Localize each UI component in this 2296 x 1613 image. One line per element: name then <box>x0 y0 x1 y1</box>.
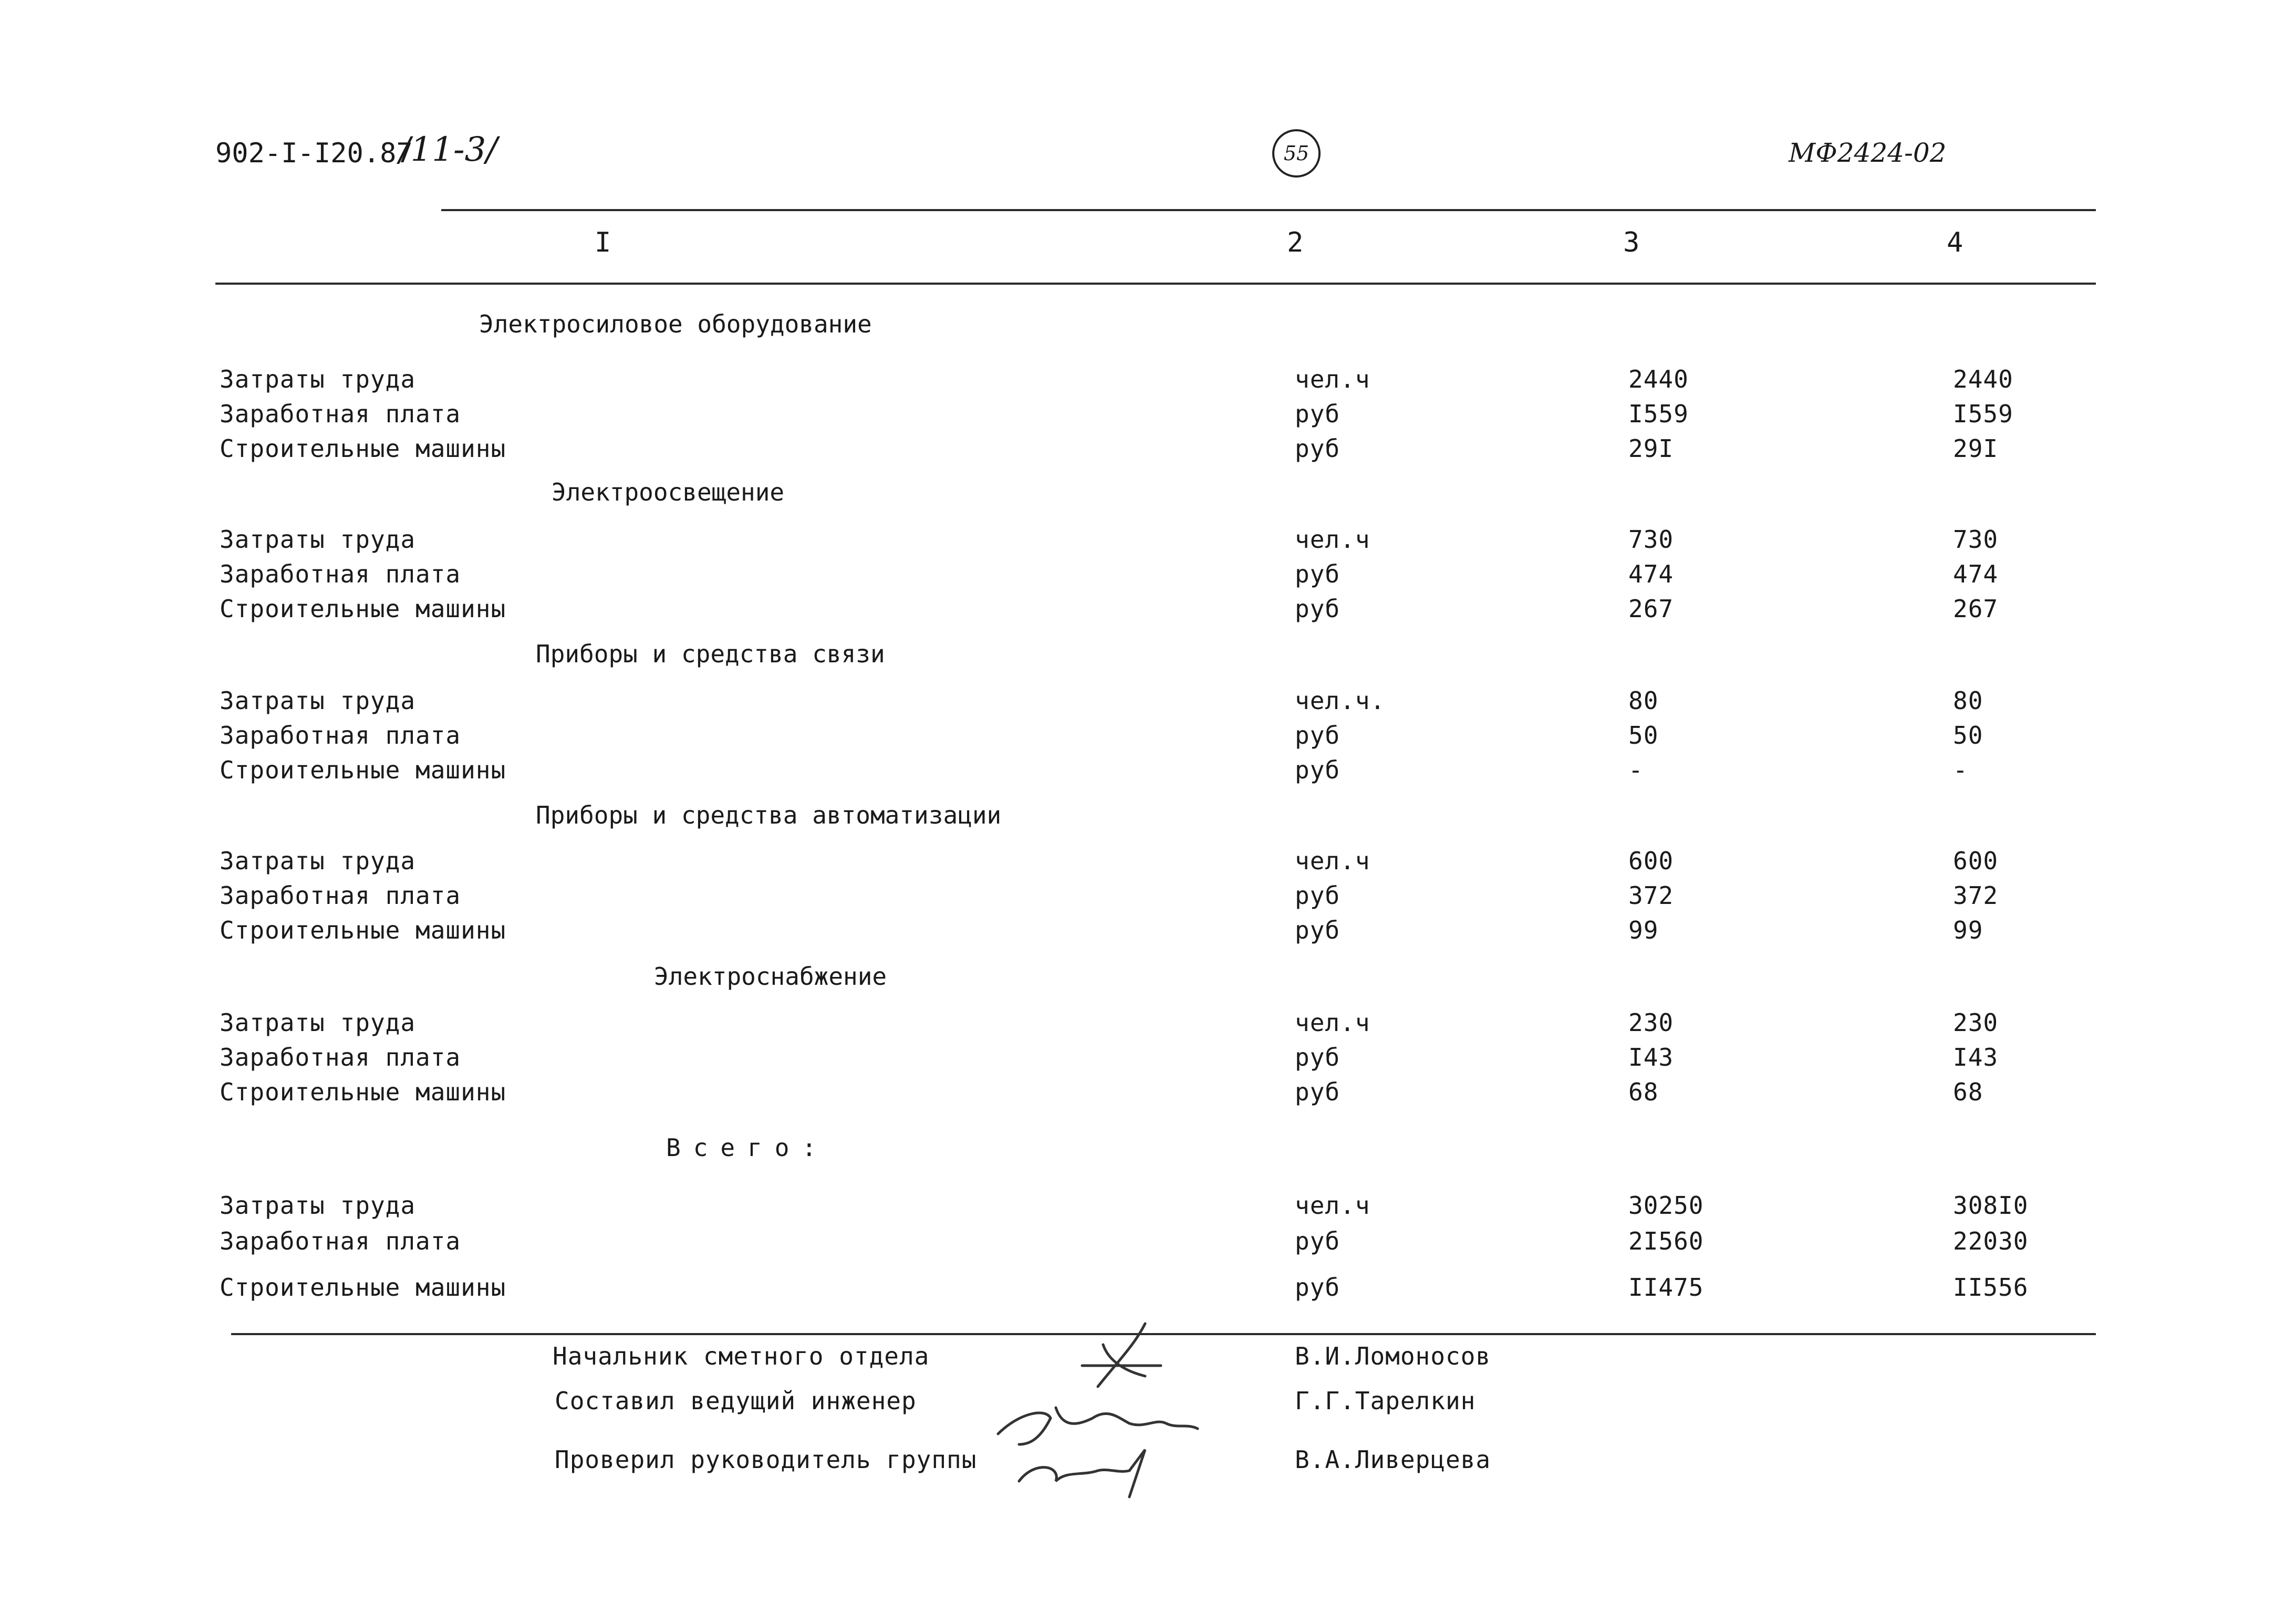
row-label: Строительные машины <box>220 434 506 463</box>
row-value-4: 267 <box>1953 595 1999 623</box>
row-label: Затраты труда <box>220 686 416 715</box>
row-value-4: - <box>1953 756 1968 784</box>
total-row-label: Затраты труда <box>220 1191 416 1220</box>
total-row-value-3: 2I560 <box>1628 1227 1704 1255</box>
column-header-4: 4 <box>1947 227 1963 258</box>
page-number: 55 <box>1283 142 1310 165</box>
row-value-3: 267 <box>1628 595 1674 623</box>
header-bottom-rule <box>215 283 2096 285</box>
row-value-3: 68 <box>1628 1078 1659 1106</box>
section-title: Электроосвещение <box>552 478 785 506</box>
row-unit: чел.ч <box>1295 525 1370 554</box>
row-unit: руб <box>1295 400 1341 428</box>
row-label: Строительные машины <box>220 916 506 944</box>
row-unit: руб <box>1295 1043 1341 1071</box>
signature-mark-2 <box>998 1408 1198 1444</box>
section-title: Электросиловое оборудование <box>479 310 872 338</box>
signature-name: В.А.Ливерцева <box>1295 1445 1491 1474</box>
section-title: Электроснабжение <box>654 962 887 991</box>
row-label: Затраты труда <box>220 847 416 875</box>
row-label: Строительные машины <box>220 595 506 623</box>
row-label: Строительные машины <box>220 756 506 784</box>
signature-name: Г.Г.Тарелкин <box>1295 1387 1476 1415</box>
row-value-3: 99 <box>1628 916 1659 944</box>
signature-name: В.И.Ломоносов <box>1295 1342 1491 1370</box>
row-value-3: 474 <box>1628 560 1674 588</box>
total-title: Всего: <box>666 1133 829 1162</box>
total-row-label: Строительные машины <box>220 1273 506 1302</box>
total-row-value-3: II475 <box>1628 1273 1704 1302</box>
row-value-3: 730 <box>1628 525 1674 554</box>
document-code: 902-I-I20.87 <box>215 138 413 169</box>
sheet-code: МФ2424-02 <box>1789 138 1947 168</box>
total-row-unit: чел.ч <box>1295 1191 1370 1220</box>
row-label: Заработная плата <box>220 400 461 428</box>
total-row-value-4: 308I0 <box>1953 1191 2029 1220</box>
row-unit: руб <box>1295 1078 1341 1106</box>
row-value-3: 50 <box>1628 721 1659 750</box>
row-value-4: 80 <box>1953 686 1983 715</box>
row-unit: руб <box>1295 721 1341 750</box>
row-value-4: 50 <box>1953 721 1983 750</box>
row-value-4: 730 <box>1953 525 1999 554</box>
row-unit: руб <box>1295 434 1341 463</box>
signature-mark-3 <box>1019 1450 1145 1497</box>
signature-role: Проверил руководитель группы <box>555 1445 977 1474</box>
document-code-suffix: /11-3/ <box>399 130 497 169</box>
section-title: Приборы и средства автоматизации <box>536 801 1002 829</box>
row-value-4: 230 <box>1953 1008 1999 1037</box>
row-value-4: I559 <box>1953 400 2013 428</box>
row-unit: руб <box>1295 595 1341 623</box>
row-value-3: 600 <box>1628 847 1674 875</box>
total-row-unit: руб <box>1295 1227 1341 1255</box>
row-unit: чел.ч <box>1295 1008 1370 1037</box>
row-value-3: 372 <box>1628 881 1674 910</box>
row-value-3: 2440 <box>1628 365 1689 393</box>
row-label: Строительные машины <box>220 1078 506 1106</box>
page-number-stamp <box>1272 129 1321 178</box>
row-label: Затраты труда <box>220 525 416 554</box>
signature-mark-1 <box>1082 1324 1161 1387</box>
row-label: Заработная плата <box>220 881 461 910</box>
row-value-3: 29I <box>1628 434 1674 463</box>
row-value-3: I559 <box>1628 400 1689 428</box>
row-value-4: 2440 <box>1953 365 2013 393</box>
column-header-1: I <box>595 227 611 258</box>
row-unit: руб <box>1295 916 1341 944</box>
total-row-label: Заработная плата <box>220 1227 461 1255</box>
row-label: Затраты труда <box>220 365 416 393</box>
row-value-3: 80 <box>1628 686 1659 715</box>
row-unit: руб <box>1295 756 1341 784</box>
row-label: Заработная плата <box>220 560 461 588</box>
signature-role: Начальник сметного отдела <box>553 1342 930 1370</box>
row-label: Заработная плата <box>220 721 461 750</box>
total-row-value-4: II556 <box>1953 1273 2029 1302</box>
row-value-4: 474 <box>1953 560 1999 588</box>
row-unit: чел.ч <box>1295 847 1370 875</box>
row-value-4: 29I <box>1953 434 1999 463</box>
row-value-3: I43 <box>1628 1043 1674 1071</box>
row-unit: чел.ч <box>1295 365 1370 393</box>
row-value-4: 372 <box>1953 881 1999 910</box>
handwritten-signatures <box>988 1313 1261 1502</box>
row-value-3: 230 <box>1628 1008 1674 1037</box>
row-label: Заработная плата <box>220 1043 461 1071</box>
row-value-3: - <box>1628 756 1644 784</box>
total-row-value-4: 22030 <box>1953 1227 2029 1255</box>
section-title: Приборы и средства связи <box>536 640 885 668</box>
row-value-4: 99 <box>1953 916 1983 944</box>
column-header-3: 3 <box>1623 227 1640 258</box>
total-row-unit: руб <box>1295 1273 1341 1302</box>
row-value-4: 68 <box>1953 1078 1983 1106</box>
column-header-2: 2 <box>1287 227 1304 258</box>
row-unit: чел.ч. <box>1295 686 1386 715</box>
row-value-4: 600 <box>1953 847 1999 875</box>
signature-role: Составил ведущий инженер <box>555 1387 917 1415</box>
row-unit: руб <box>1295 560 1341 588</box>
row-value-4: I43 <box>1953 1043 1999 1071</box>
total-row-value-3: 30250 <box>1628 1191 1704 1220</box>
row-unit: руб <box>1295 881 1341 910</box>
header-top-rule <box>441 209 2096 211</box>
row-label: Затраты труда <box>220 1008 416 1037</box>
